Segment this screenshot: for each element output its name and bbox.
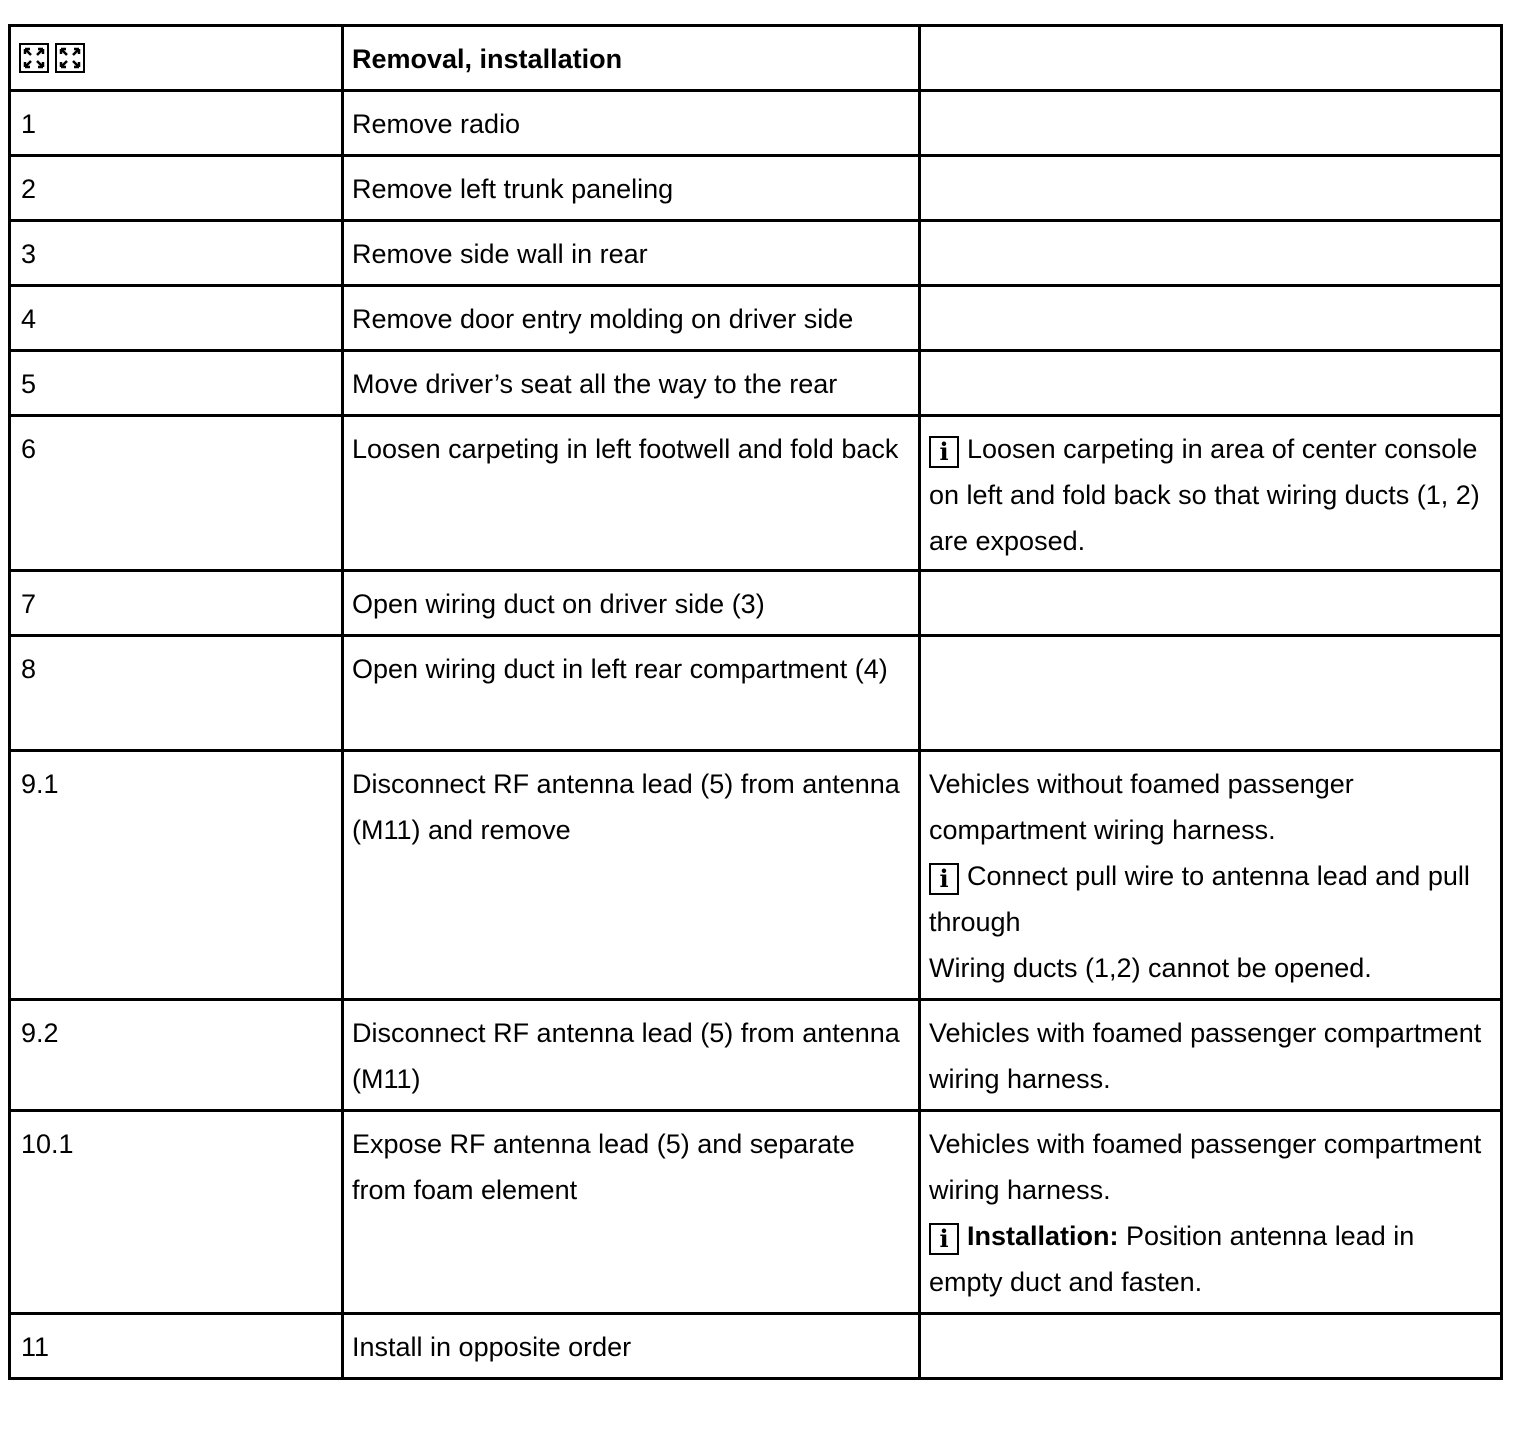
info-icon: i xyxy=(929,436,959,468)
step-text: Remove side wall in rear xyxy=(352,239,648,269)
step-text: Open wiring duct on driver side (3) xyxy=(352,589,765,619)
table-row xyxy=(10,156,1502,221)
note-info-bold: Installation: xyxy=(967,1221,1119,1251)
table-header-row xyxy=(10,26,1502,91)
step-note xyxy=(920,751,1502,1000)
table-row xyxy=(10,416,1502,571)
table-row xyxy=(10,351,1502,416)
step-text: Install in opposite order xyxy=(352,1332,632,1362)
step-number: 8 xyxy=(21,654,37,684)
note-text: Vehicles with foamed passenger compartment wiring harness. xyxy=(929,1018,1482,1094)
header-icons-cell xyxy=(10,26,343,91)
step-note xyxy=(920,416,1502,571)
procedure-table xyxy=(8,24,1503,1380)
table-row xyxy=(10,1000,1502,1111)
step-text: Remove left trunk paneling xyxy=(352,174,674,204)
step-number: 1 xyxy=(21,109,37,139)
step-note xyxy=(920,636,1502,751)
step-text: Disconnect RF antenna lead (5) from antenna (M11) and remove xyxy=(352,769,900,845)
special-tool-icon xyxy=(19,43,49,73)
header-title-cell xyxy=(343,26,920,91)
info-icon: i xyxy=(929,863,959,895)
step-number: 6 xyxy=(21,434,37,464)
step-number: 9.1 xyxy=(21,769,59,799)
table-row xyxy=(10,1314,1502,1379)
table-row xyxy=(10,571,1502,636)
table-row xyxy=(10,636,1502,751)
step-text: Expose RF antenna lead (5) and separate from foam element xyxy=(352,1129,855,1205)
note-pre-text: Vehicles without foamed passenger compartment wiring harness. xyxy=(929,769,1354,845)
note-info-text: Loosen carpeting in area of center console on left and fold back so that wiring ducts (1, 2) are exposed. xyxy=(929,434,1480,556)
step-number: 7 xyxy=(21,589,37,619)
table-row xyxy=(10,221,1502,286)
step-number: 11 xyxy=(21,1332,50,1362)
header-title: Removal, installation xyxy=(352,44,623,74)
table-row xyxy=(10,751,1502,1000)
step-note xyxy=(920,156,1502,221)
step-number: 3 xyxy=(21,239,37,269)
info-icon: i xyxy=(929,1223,959,1255)
step-note xyxy=(920,221,1502,286)
step-note xyxy=(920,1000,1502,1111)
step-number: 10.1 xyxy=(21,1129,74,1159)
table-row xyxy=(10,91,1502,156)
step-number: 9.2 xyxy=(21,1018,59,1048)
step-text: Remove radio xyxy=(352,109,521,139)
step-note xyxy=(920,571,1502,636)
note-pre-text: Vehicles with foamed passenger compartment wiring harness. xyxy=(929,1129,1482,1205)
note-info-text: Position antenna lead in empty duct and fasten. xyxy=(929,1221,1415,1297)
step-number: 5 xyxy=(21,369,37,399)
step-note xyxy=(920,1111,1502,1314)
header-note-cell xyxy=(920,26,1502,91)
note-post-text: Wiring ducts (1,2) cannot be opened. xyxy=(929,953,1372,983)
step-note xyxy=(920,1314,1502,1379)
step-note xyxy=(920,351,1502,416)
special-tool-icon xyxy=(55,43,85,73)
step-text: Move driver’s seat all the way to the rear xyxy=(352,369,838,399)
note-info-text: Connect pull wire to antenna lead and pull through xyxy=(929,861,1470,937)
step-note xyxy=(920,286,1502,351)
step-number: 4 xyxy=(21,304,37,334)
table-row xyxy=(10,1111,1502,1314)
step-text: Open wiring duct in left rear compartment (4) xyxy=(352,654,888,684)
step-text: Loosen carpeting in left footwell and fold back xyxy=(352,434,899,464)
step-text: Remove door entry molding on driver side xyxy=(352,304,854,334)
step-text: Disconnect RF antenna lead (5) from antenna (M11) xyxy=(352,1018,900,1094)
table-row xyxy=(10,286,1502,351)
step-note xyxy=(920,91,1502,156)
step-number: 2 xyxy=(21,174,37,204)
